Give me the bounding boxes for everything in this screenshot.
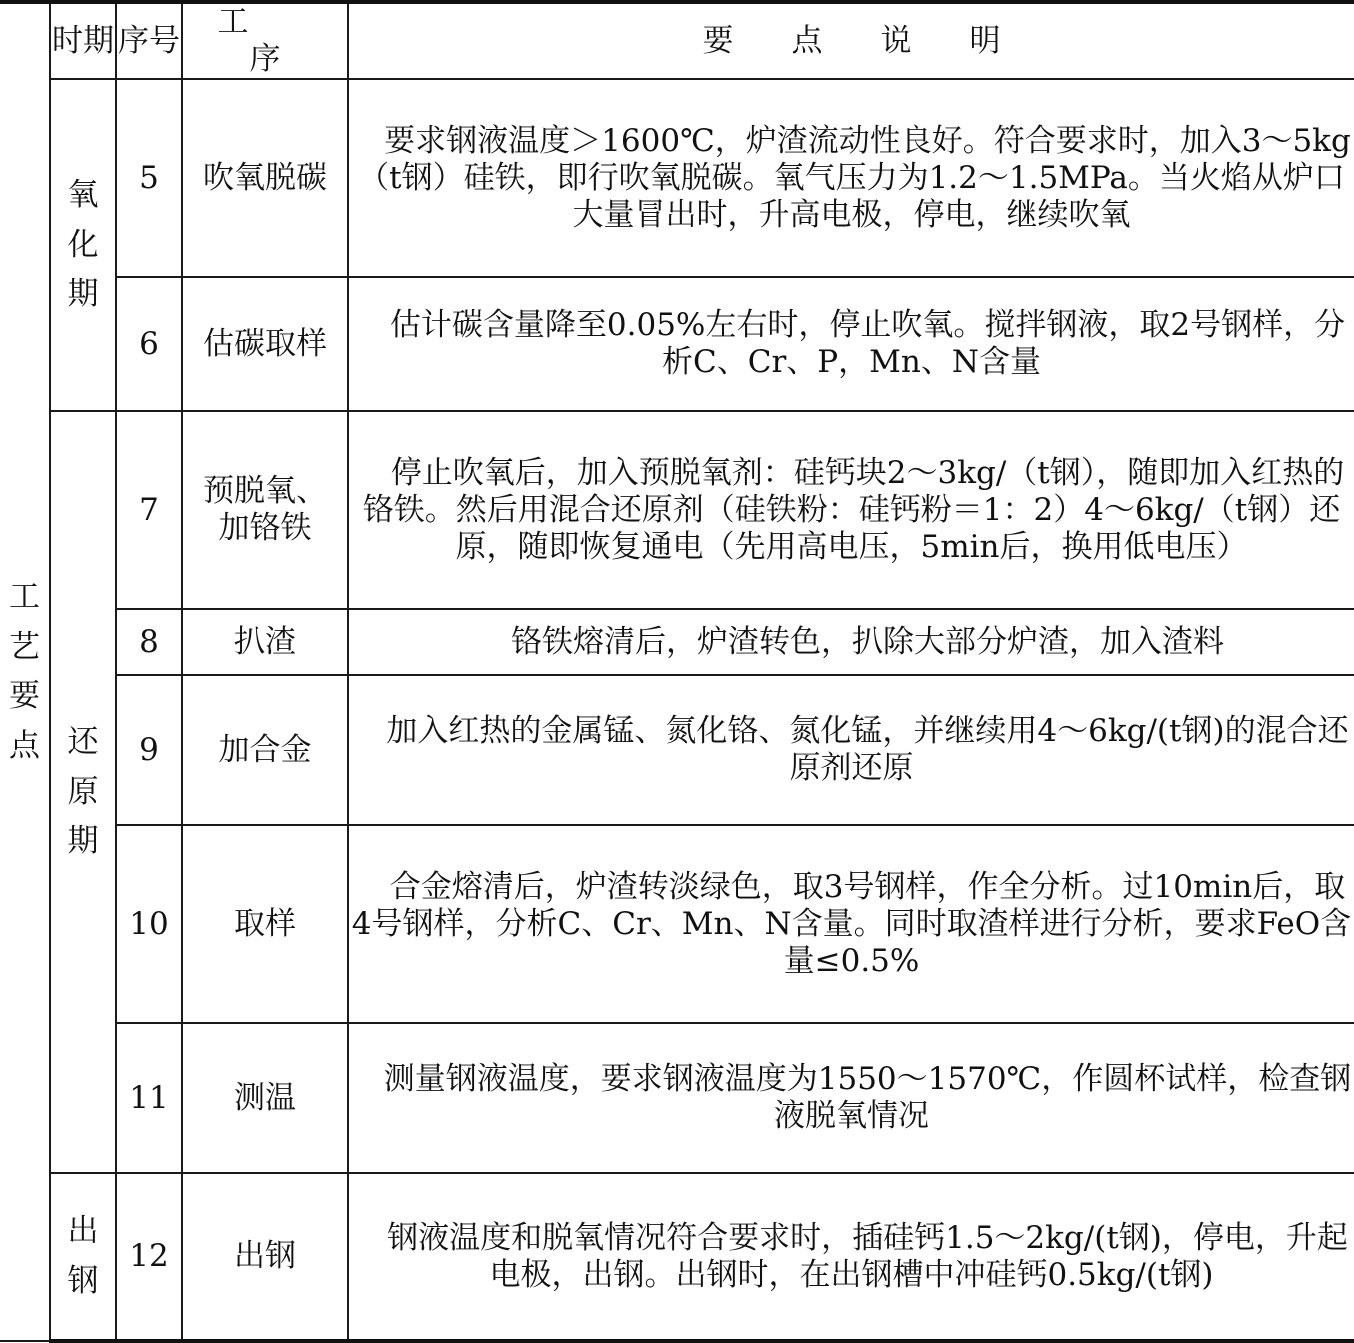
table-row — [0, 675, 1354, 825]
table-row — [0, 609, 1354, 675]
procedure-description: 要求钢液温度＞1600℃，炉渣流动性良好。符合要求时，加入3～5kg（t钢）硅铁，即行吹氧脱碳。氧气压力为1.2～1.5MPa。当火焰从炉口大量冒出时，升高电极，停电，继续吹氧 — [348, 79, 1354, 277]
procedure-description: 估计碳含量降至0.05%左右时，停止吹氧。搅拌钢液，取2号钢样，分析C、Cr、P，Mn、N含量 — [348, 277, 1354, 411]
procedure-name: 加合金 — [182, 675, 348, 825]
row-number: 5 — [116, 79, 182, 277]
procedure-description: 铬铁熔清后，炉渣转色，扒除大部分炉渣，加入渣料 — [348, 609, 1354, 675]
procedure-description: 合金熔清后，炉渣转淡绿色，取3号钢样，作全分析。过10min后，取4号钢样，分析C、Cr、Mn、N含量。同时取渣样进行分析，要求FeO含量≤0.5% — [348, 825, 1354, 1023]
row-number: 11 — [116, 1023, 182, 1173]
table-row — [0, 1173, 1354, 1341]
procedure-description: 钢液温度和脱氧情况符合要求时，插硅钙1.5～2kg/(t钢)，停电，升起电极，出钢。出钢时，在出钢槽中冲硅钙0.5kg/(t钢) — [348, 1173, 1354, 1341]
table-row — [0, 79, 1354, 277]
table-row — [0, 1023, 1354, 1173]
row-number: 10 — [116, 825, 182, 1023]
table-header-row — [0, 2, 1354, 79]
period-oxidation-cell — [50, 79, 116, 411]
row-number: 8 — [116, 609, 182, 675]
procedure-description: 测量钢液温度，要求钢液温度为1550～1570℃，作圆杯试样，检查钢液脱氧情况 — [348, 1023, 1354, 1173]
period-oxidation: 氧化期 — [67, 176, 99, 313]
row-number: 7 — [116, 411, 182, 609]
period-tapping: 出钢 — [67, 1213, 99, 1299]
row-number: 9 — [116, 675, 182, 825]
procedure-description: 停止吹氧后，加入预脱氧剂：硅钙块2～3kg/（t钢），随即加入红热的铬铁。然后用混合还原剂（硅铁粉：硅钙粉＝1：2）4～6kg/（t钢）还原，随即恢复通电（先用高电压，5min后，换用低电压） — [348, 411, 1354, 609]
procedure-name: 扒渣 — [182, 609, 348, 675]
procedure-name: 吹氧脱碳 — [182, 79, 348, 277]
procedure-name: 测温 — [182, 1023, 348, 1173]
procedure-name: 估碳取样 — [182, 277, 348, 411]
procedure-description: 加入红热的金属锰、氮化铬、氮化锰，并继续用4～6kg/(t钢)的混合还原剂还原 — [348, 675, 1354, 825]
table-row — [0, 277, 1354, 411]
header-period: 时期 — [50, 2, 116, 79]
section-label-cell — [0, 2, 50, 1341]
header-procedure: 工 序 — [182, 2, 348, 79]
section-label: 工艺要点 — [9, 579, 40, 764]
row-number: 6 — [116, 277, 182, 411]
header-description: 要点说明 — [348, 2, 1354, 79]
procedure-name: 取样 — [182, 825, 348, 1023]
header-number: 序号 — [116, 2, 182, 79]
table-row — [0, 411, 1354, 609]
period-tapping-cell — [50, 1173, 116, 1341]
period-reduction-cell — [50, 411, 116, 1173]
row-number: 12 — [116, 1173, 182, 1341]
procedure-name: 出钢 — [182, 1173, 348, 1341]
procedure-name: 预脱氧、加铬铁 — [182, 411, 348, 609]
table-row — [0, 825, 1354, 1023]
period-reduction: 还原期 — [67, 723, 99, 860]
